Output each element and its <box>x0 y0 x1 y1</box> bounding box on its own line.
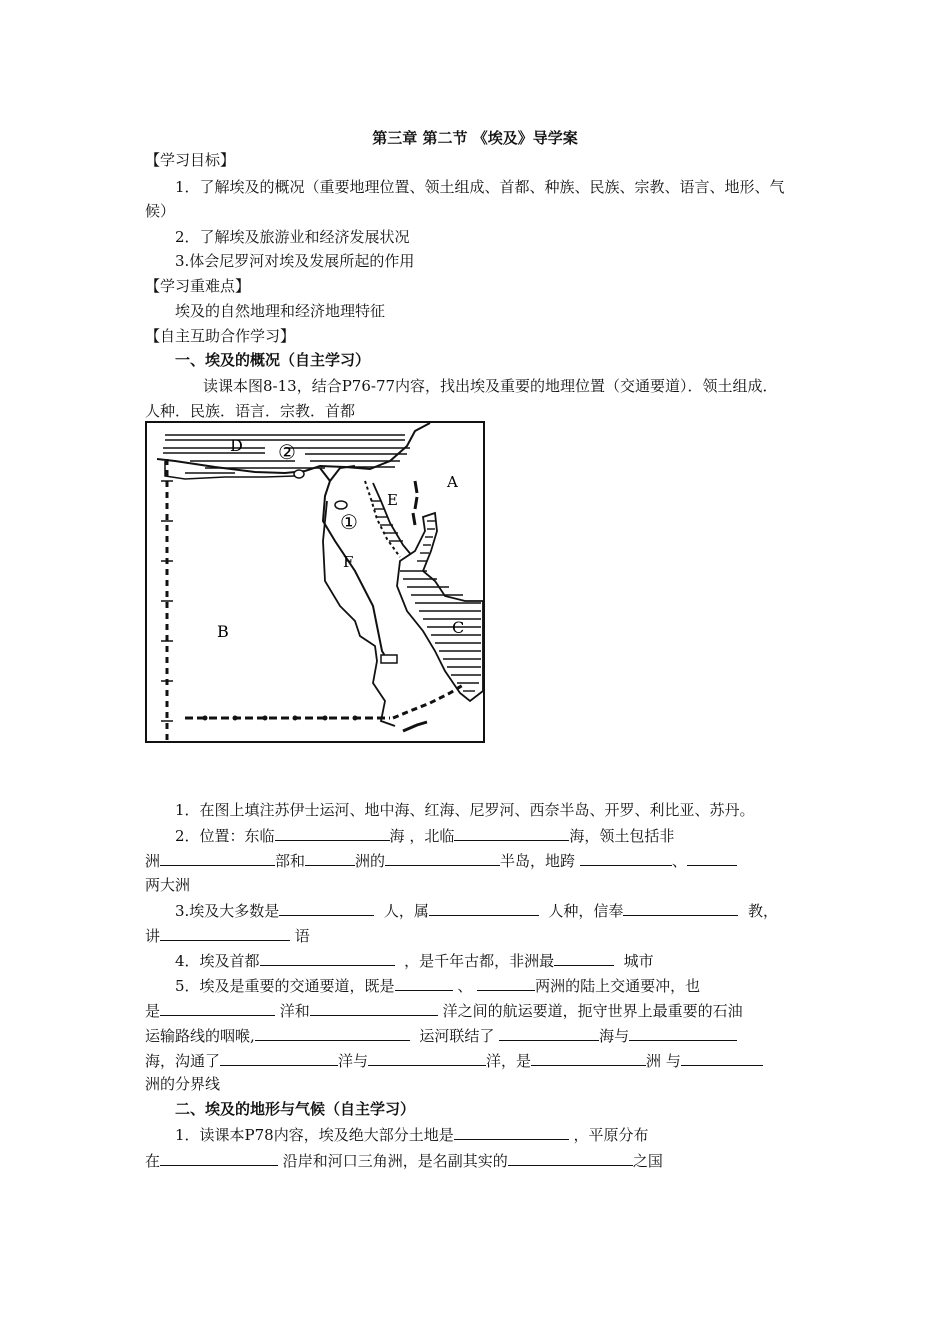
blank-field[interactable] <box>531 1050 646 1066</box>
goal-1: 1．了解埃及的概况（重要地理位置、领土组成、首都、种族、民族、宗教、语言、地形、气 <box>175 178 785 196</box>
question-5-line-3: 运输路线的咽喉, 运河联结了 海与 <box>145 1025 737 1046</box>
part2-question-1-line-2: 在 沿岸和河口三角洲，是名副其实的 之国 <box>145 1152 663 1170</box>
blank-field[interactable] <box>681 1050 763 1066</box>
blank-field[interactable] <box>508 1150 633 1166</box>
blank-field[interactable] <box>554 950 614 966</box>
question-5-line-5: 洲的分界线 <box>145 1075 221 1093</box>
blank-field[interactable] <box>580 850 672 866</box>
map-label-circle-2: ② <box>278 440 296 464</box>
blank-field[interactable] <box>160 925 290 941</box>
goal-2: 2．了解埃及旅游业和经济发展状况 <box>175 228 410 246</box>
page-title: 第三章 第二节 《埃及》导学案 <box>372 129 578 147</box>
blank-field[interactable] <box>395 975 453 991</box>
map-label-circle-1: ① <box>340 510 358 534</box>
blank-field[interactable] <box>305 850 355 866</box>
part2-question-1-line-1: 1．读课本P78内容，埃及绝大部分土地是 ，平原分布 <box>175 1126 649 1144</box>
map-label-f: F <box>343 553 354 571</box>
blank-field[interactable] <box>275 825 390 841</box>
goal-1-cont: 候） <box>145 202 176 220</box>
reading-instruction: 读课本图8-13，结合P76-77内容，找出埃及重要的地理位置（交通要道）．领土组成． <box>203 377 778 395</box>
question-4: 4．埃及首都 ，是千年古都，非洲最 城市 <box>175 952 654 970</box>
question-3-line-1: 3.埃及大多数是 人，属 人种，信奉 教， <box>175 902 778 920</box>
blank-field[interactable] <box>454 825 569 841</box>
map-label-b: B <box>217 622 229 641</box>
question-5-line-1: 5．埃及是重要的交通要道，既是 、 两洲的陆上交通要冲，也 <box>175 977 701 995</box>
blank-field[interactable] <box>310 1000 438 1016</box>
blank-field[interactable] <box>279 900 374 916</box>
question-5-line-2: 是 洋和 洋之间的航运要道，扼守世界上最重要的石油 <box>145 1002 743 1020</box>
part2-header: 二、埃及的地形与气候（自主学习） <box>175 1100 416 1118</box>
blank-field[interactable] <box>477 975 535 991</box>
blank-field[interactable] <box>629 1025 737 1041</box>
blank-field[interactable] <box>687 850 737 866</box>
question-1: 1．在图上填注苏伊士运河、地中海、红海、尼罗河、西奈半岛、开罗、利比亚、苏丹。 <box>175 801 755 819</box>
blank-field[interactable] <box>220 1050 338 1066</box>
question-5-line-4: 海，沟通了 洋与 洋，是 洲 与 <box>145 1050 763 1071</box>
map-label-c: C <box>452 618 465 637</box>
part1-header: 一、埃及的概况（自主学习） <box>175 351 371 369</box>
question-2-line-3: 两大洲 <box>145 876 191 894</box>
egypt-map <box>145 421 485 743</box>
blank-field[interactable] <box>260 950 395 966</box>
reading-instruction-cont: 人种．民族．语言．宗教．首都 <box>145 402 356 420</box>
blank-field[interactable] <box>623 900 738 916</box>
blank-field[interactable] <box>255 1025 410 1041</box>
question-2-line-2: 洲 部和 洲的 半岛，地跨 、 <box>145 850 737 871</box>
map-label-d: D <box>230 436 243 455</box>
goals-header: 【学习目标】 <box>145 151 236 169</box>
blank-field[interactable] <box>385 850 500 866</box>
goal-3: 3.体会尼罗河对埃及发展所起的作用 <box>175 252 415 270</box>
blank-field[interactable] <box>160 1000 275 1016</box>
blank-field[interactable] <box>160 1150 278 1166</box>
question-2-line-1: 2．位置：东临 海 ，北临 海，领土包括非 <box>175 827 675 845</box>
blank-field[interactable] <box>429 900 539 916</box>
key-points-text: 埃及的自然地理和经济地理特征 <box>175 302 386 320</box>
question-3-line-2: 讲 语 <box>145 927 310 945</box>
blank-field[interactable] <box>368 1050 486 1066</box>
key-points-header: 【学习重难点】 <box>145 277 251 295</box>
coop-header: 【自主互助合作学习】 <box>145 327 296 345</box>
blank-field[interactable] <box>454 1124 569 1140</box>
blank-field[interactable] <box>499 1025 599 1041</box>
map-label-a: A <box>447 473 458 491</box>
blank-field[interactable] <box>160 850 275 866</box>
map-label-e: E <box>387 491 398 509</box>
